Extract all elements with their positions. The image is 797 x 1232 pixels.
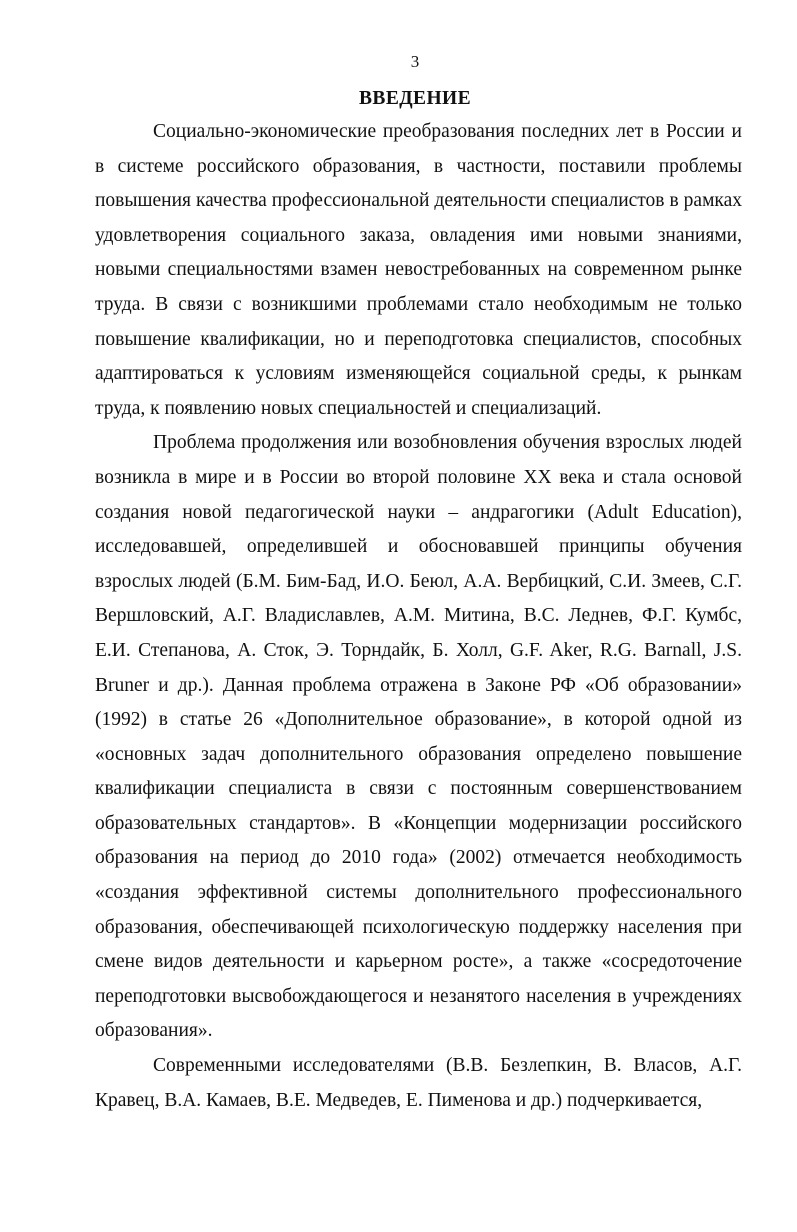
page-number: 3 <box>410 52 420 71</box>
section-heading: ВВЕДЕНИЕ <box>359 88 471 109</box>
paragraph: Современными исследователями (В.В. Безлепкин, В. Власов, А.Г. Кравец, В.А. Камаев, В.Е. Медведев, Е. Пименова и др.) подчеркивается, <box>95 1055 742 1111</box>
paragraph: Социально-экономические преобразования последних лет в России и в системе российского образования, в частности, поставили проблемы повышения качества профессиональной деятельности специалистов в рамках удовлетворения социального заказа, овладения ими новыми знаниями, новыми специальностями взамен невостребованных на современном рынке труда. В связи с возникшими проблемами стало необходимым не только повышение квалификации, но и переподготовка специалистов, способных адаптироваться к условиям изменяющейся социальной среды, к рынкам труда, к появлению новых специальностей и специализаций. <box>95 121 742 419</box>
paragraph: Проблема продолжения или возобновления обучения взрослых людей возникла в мире и в России во второй половине XX века и стала основой создания новой педагогической науки – андрагогики (Adult Education), исследовавшей, определившей и обосновавшей принципы обучения взрослых людей (Б.М. Бим-Бад, И.О. Беюл, А.А. Вербицкий, С.И. Змеев, С.Г. Вершловский, А.Г. Владиславлев, А.М. Митина, В.С. Леднев, Ф.Г. Кумбс, Е.И. Степанова, А. Сток, Э. Торндайк, Б. Холл, G.F. Aker, R.G. Barnall, J.S. Bruner и др.). Данная проблема отражена в Законе РФ «Об образовании» (1992) в статье 26 «Дополнительное образование», в которой одной из «основных задач дополнительного образования определено повышение квалификации специалиста в связи с постоянным совершенствованием образовательных стандартов». В «Концепции модернизации российского образования на период до 2010 года» (2002) отмечается необходимость «создания эффективной системы дополнительного профессионального образования, обеспечивающей психологическую поддержку населения при смене видов деятельности и карьерном росте», а также «сосредоточение переподготовки высвобождающегося и незанятого населения в учреждениях образования». <box>95 432 742 1042</box>
body-text <box>95 115 742 1118</box>
